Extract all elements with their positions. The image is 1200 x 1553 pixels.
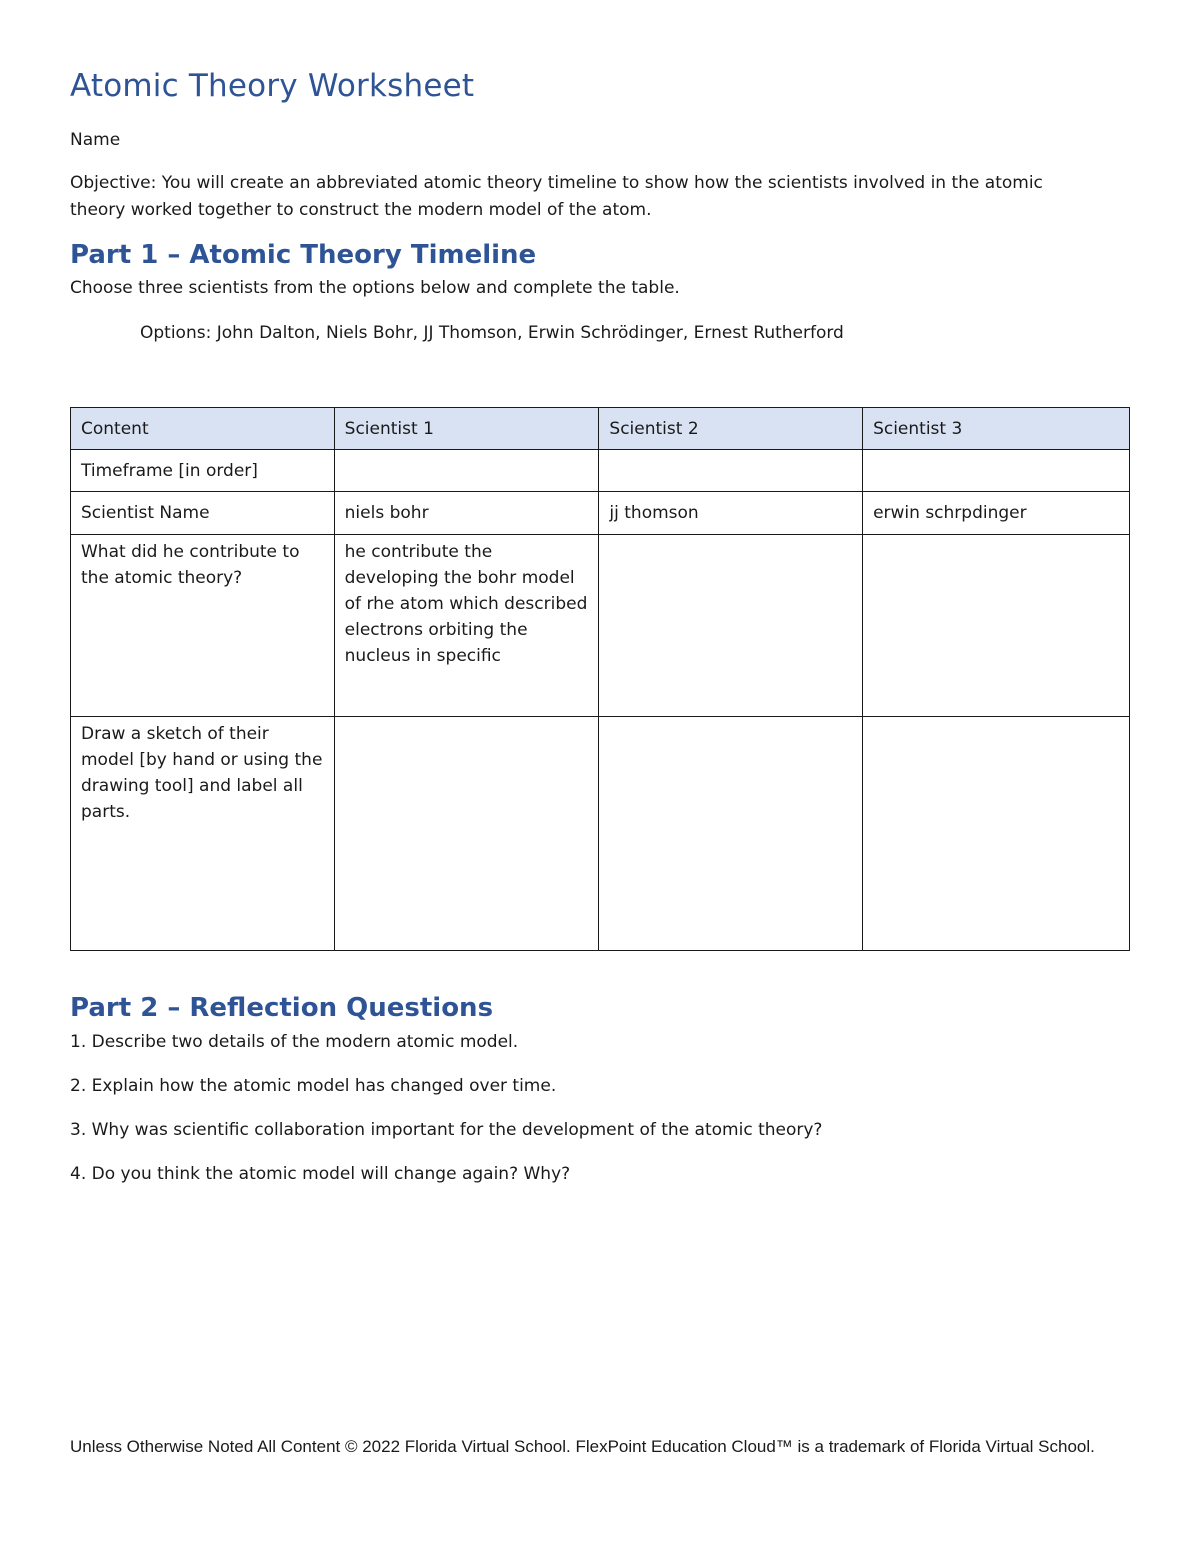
question-item: 3. Why was scientific collaboration important for the development of the atomic theory?: [70, 1120, 823, 1140]
part1-instruction: Choose three scientists from the options below and complete the table.: [70, 278, 680, 298]
header-cell: Scientist 3: [863, 408, 1130, 450]
table-cell[interactable]: [334, 717, 599, 951]
reflection-questions: [70, 1029, 822, 1205]
table-cell[interactable]: [599, 535, 863, 717]
scientist-options: Options: John Dalton, Niels Bohr, JJ Thomson, Erwin Schrödinger, Ernest Rutherford: [140, 323, 844, 343]
table-row-timeframe: [71, 450, 1130, 492]
question-item: 1. Describe two details of the modern atomic model.: [70, 1032, 519, 1052]
row-label: Draw a sketch of their model [by hand or using the drawing tool] and label all parts.: [71, 717, 335, 951]
row-label: Timeframe [in order]: [71, 450, 335, 492]
part2-heading: Part 2 – Reflection Questions: [70, 993, 494, 1023]
page-title: Atomic Theory Worksheet: [70, 68, 475, 104]
header-cell: Scientist 1: [334, 408, 599, 450]
table-row-sketch: [71, 717, 1130, 951]
table-row-contribution: [71, 535, 1130, 717]
header-cell: Content: [71, 408, 335, 450]
table-header-row: [71, 408, 1130, 450]
table-cell[interactable]: he contribute the developing the bohr model of rhe atom which described electrons orbiting the nucleus in specific: [334, 535, 599, 717]
table-cell[interactable]: jj thomson: [599, 492, 863, 535]
part1-heading: Part 1 – Atomic Theory Timeline: [70, 240, 537, 270]
question-item: 2. Explain how the atomic model has changed over time.: [70, 1076, 557, 1096]
table-cell[interactable]: erwin schrpdinger: [863, 492, 1130, 535]
table-cell[interactable]: [863, 450, 1130, 492]
objective-text: Objective: You will create an abbreviated atomic theory timeline to show how the scientists involved in the atomic theory worked together to construct the modern model of the atom.: [70, 173, 1043, 220]
table-cell[interactable]: [863, 717, 1130, 951]
table-row-scientist-name: [71, 492, 1130, 535]
name-label: Name: [70, 130, 121, 150]
table-cell[interactable]: [599, 450, 863, 492]
table-cell[interactable]: [334, 450, 599, 492]
row-label: What did he contribute to the atomic theory?: [71, 535, 335, 717]
row-label: Scientist Name: [71, 492, 335, 535]
header-cell: Scientist 2: [599, 408, 863, 450]
table-cell[interactable]: [599, 717, 863, 951]
timeline-table: [70, 407, 1130, 951]
table-cell[interactable]: [863, 535, 1130, 717]
table-cell[interactable]: niels bohr: [334, 492, 599, 535]
copyright-footer: Unless Otherwise Noted All Content © 2022 Florida Virtual School. FlexPoint Education Cloud™ is a trademark of Florida Virtual School.: [70, 1437, 1095, 1456]
question-item: 4. Do you think the atomic model will change again? Why?: [70, 1164, 571, 1184]
